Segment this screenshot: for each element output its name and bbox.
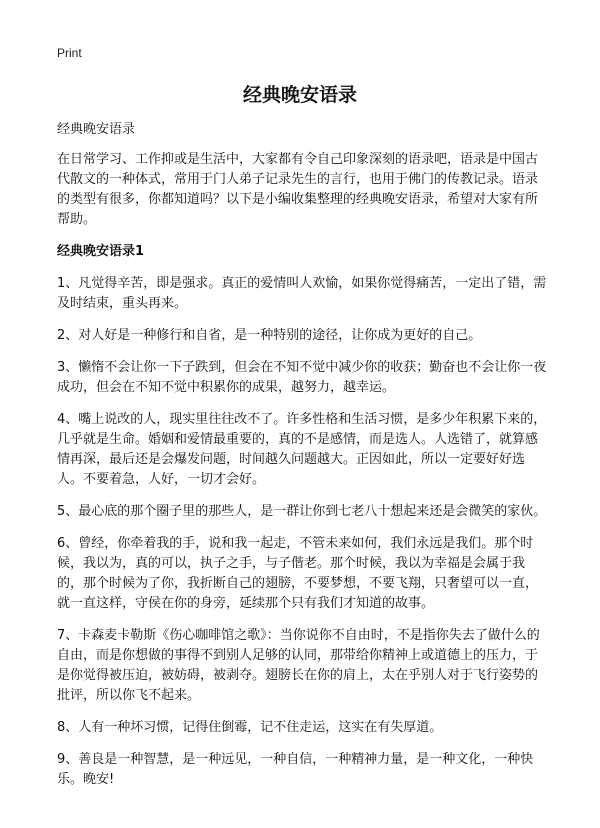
- list-item: 9、善良是一种智慧，是一种远见，一种自信，一种精神力量，是一种文化，一种快乐。晚安!: [57, 752, 534, 787]
- list-item: 8、人有一种坏习惯，记得住倒霉，记不住走运，这实在有失厚道。: [57, 720, 443, 735]
- list-item: 6、曾经，你牵着我的手，说和我一起走，不管未来如何，我们永远是我们。那个时候，我以为，真的可以，执子之手，与子偕老。那个时候，我以为幸福是会属于我的，那个时候为了你，我折断自己的翅膀，不要梦想，不要飞翔，只奢望可以一直，就一直这样，守侯在你的身旁，延续那个只有我们才知道的故事。: [57, 536, 539, 611]
- list-item: 3、懒惰不会让你一下子跌到，但会在不知不觉中减少你的收获；勤奋也不会让你一夜成功，但会在不知不觉中积累你的成果，越努力，越幸运。: [57, 360, 547, 395]
- intro-paragraph: 在日常学习、工作抑或是生活中，大家都有令自己印象深刻的语录吧，语录是中国古代散文的一种体式，常用于门人弟子记录先生的言行，也用于佛门的传教记录。语录的类型有很多，你都知道吗？以下是小编收集整理的经典晚安语录，希望对大家有所帮助。: [57, 152, 539, 227]
- list-item: 7、卡森麦卡勒斯《伤心咖啡馆之歌》：当你说你不自由时，不是指你失去了做什么的自由，而是你想做的事得不到别人足够的认同，那带给你精神上或道德上的压力，于是你觉得被压迫，被妨碍，被剥夺。翅膀长在你的肩上，太在乎别人对于飞行姿势的批评，所以你飞不起来。: [57, 628, 540, 703]
- article-body: [57, 120, 547, 802]
- list-item: 4、嘴上说改的人，现实里往往改不了。许多性格和生活习惯，是多少年积累下来的，几乎就是生命。婚姻和爱情最重要的，真的不是感情，而是选人。人选错了，就算感情再深，最后还是会爆发问题，时间越久问题越大。正因如此，所以一定要好好选人。不要着急，人好，一切才会好。: [57, 412, 547, 487]
- print-link[interactable]: Print: [57, 46, 82, 60]
- list-item: 2、对人好是一种修行和自省，是一种特别的途径，让你成为更好的自己。: [57, 328, 482, 343]
- list-item: 1、凡觉得辛苦，即是强求。真正的爱情叫人欢愉，如果你觉得痛苦，一定出了错，需及时结束，重头再来。: [57, 276, 547, 311]
- subtitle: 经典晚安语录: [57, 122, 136, 137]
- section-heading: 经典晚安语录1: [57, 244, 145, 259]
- list-item: 5、最心底的那个圈子里的那些人，是一群让你到七老八十想起来还是会微笑的家伙。: [57, 504, 547, 519]
- page-title: 经典晚安语录: [242, 84, 357, 106]
